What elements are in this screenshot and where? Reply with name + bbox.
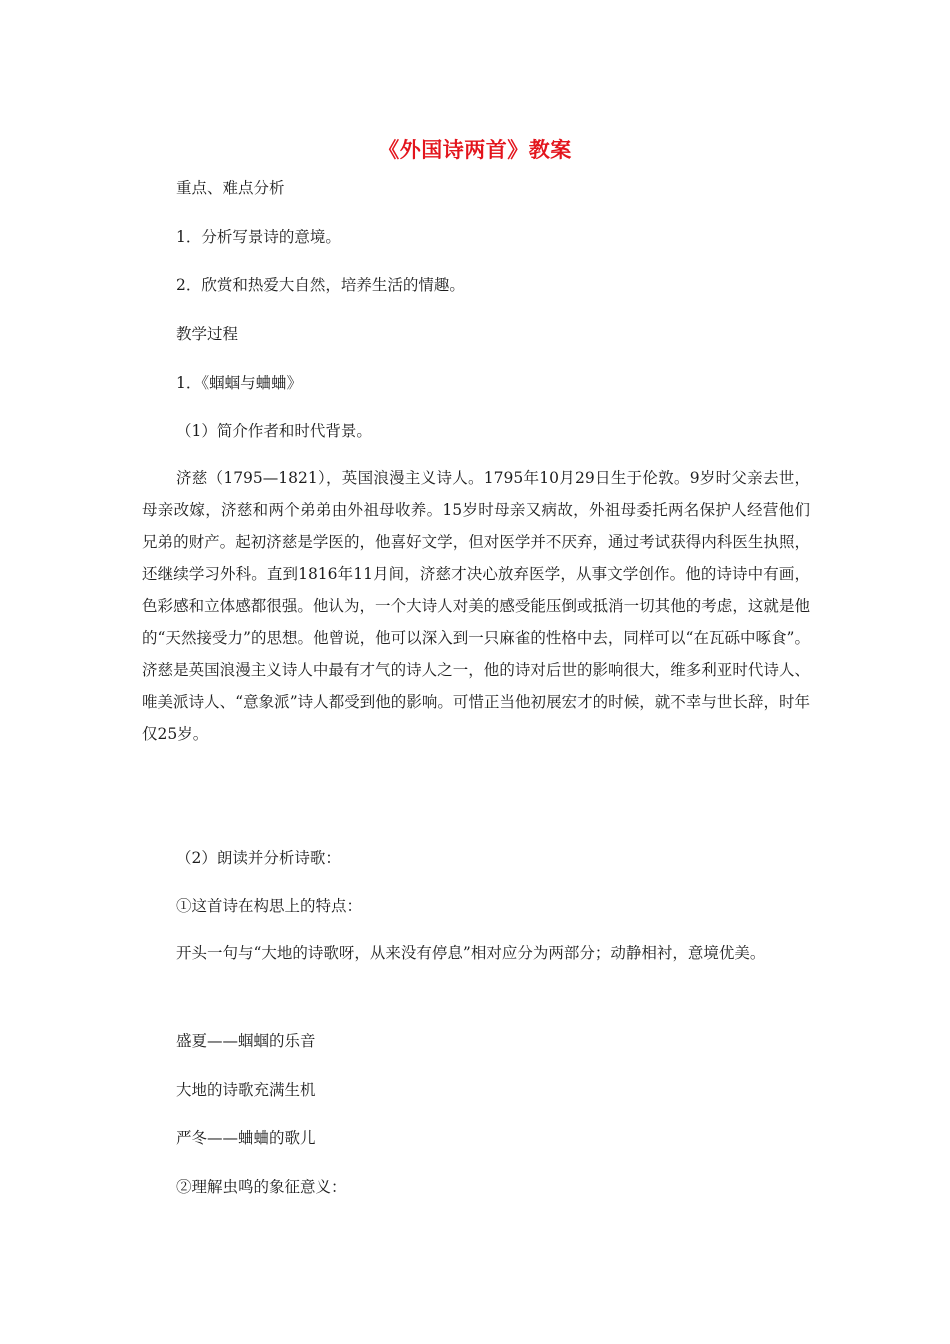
item-2-title: ②理解虫鸣的象征意义： xyxy=(176,1178,347,1196)
item-1-title: ①这首诗在构思上的特点： xyxy=(176,897,363,915)
section-1-title: 1．《蝈蝈与蛐蛐》 xyxy=(176,374,303,392)
subsection-2-title: （2）朗读并分析诗歌： xyxy=(176,849,341,867)
poem-line-winter: 严冬——蛐蛐的歌儿 xyxy=(176,1129,316,1147)
subsection-1-title: （1）简介作者和时代背景。 xyxy=(176,422,372,440)
item-1-paragraph: 开头一句与“大地的诗歌呀，从来没有停息”相对应分为两部分；动静相衬，意境优美。 xyxy=(176,944,766,962)
point-1: 1．分析写景诗的意境。 xyxy=(176,228,341,246)
point-2: 2．欣赏和热爱大自然，培养生活的情趣。 xyxy=(176,276,465,294)
heading-teaching-process: 教学过程 xyxy=(176,325,239,343)
heading-key-points: 重点、难点分析 xyxy=(176,179,285,197)
document-title: 《外国诗两首》教案 xyxy=(378,138,572,162)
poem-line-summer: 盛夏——蝈蝈的乐音 xyxy=(176,1032,316,1050)
poem-line-earth: 大地的诗歌充满生机 xyxy=(176,1081,316,1099)
keats-biography-paragraph: 济慈（1795—1821），英国浪漫主义诗人。1795年10月29日生于伦敦。9岁时父亲去世，母亲改嫁，济慈和两个弟弟由外祖母收养。15岁时母亲又病故，外祖母委托两名保护人经营他们兄弟的财产。起初济慈是学医的，他喜好文学，但对医学并不厌弃，通过考试获得内科医生执照，还继续学习外科。直到1816年11月间，济慈才决心放弃医学，从事文学创作。他的诗诗中有画，色彩感和立体感都很强。他认为，一个大诗人对美的感受能压倒或抵消一切其他的考虑，这就是他的“天然接受力”的思想。他曾说，他可以深入到一只麻雀的性格中去，同样可以“在瓦砾中啄食”。济慈是英国浪漫主义诗人中最有才气的诗人之一，他的诗对后世的影响很大，维多利亚时代诗人、唯美派诗人、“意象派”诗人都受到他的影响。可惜正当他初展宏才的时候，就不幸与世长辞，时年仅25岁。 xyxy=(142,469,810,743)
